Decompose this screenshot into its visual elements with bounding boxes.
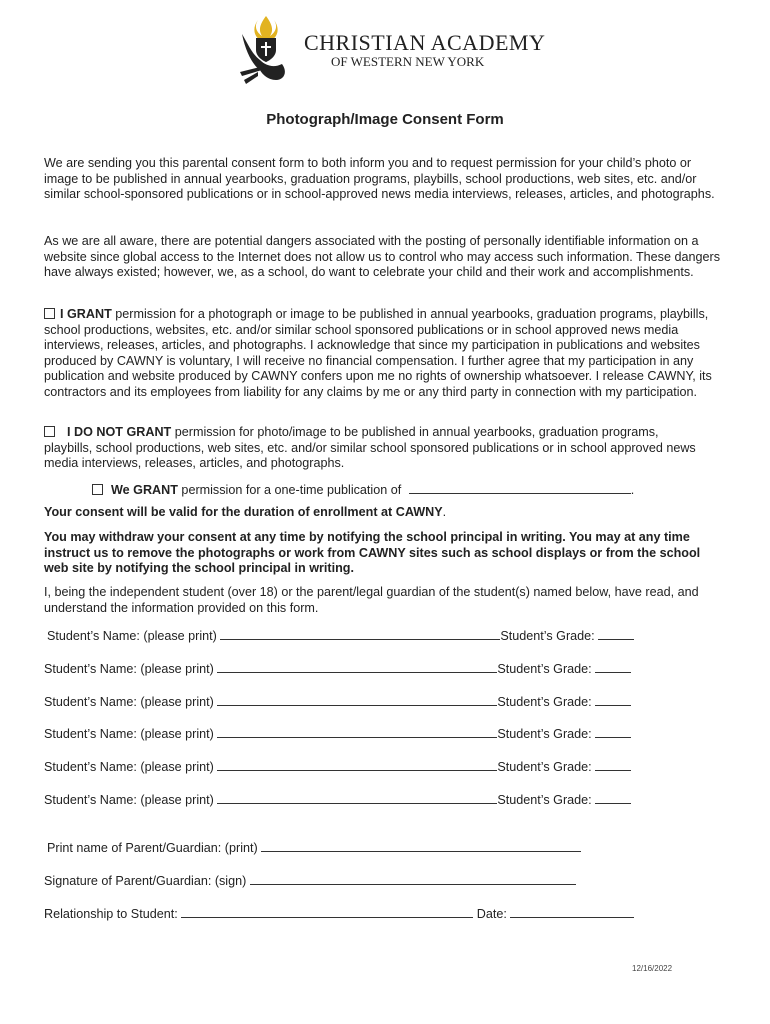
student-row-3: Student’s Name: (please print) Student’s Grade: — [44, 694, 631, 709]
withdraw-notice: You may withdraw your consent at any time by notifying the school principal in writing. You may at any time instruct us to remove the photographs or work from CAWNY sites such as school displays or from the school web site by notifying the school principal in writing. — [44, 530, 701, 576]
school-logo — [236, 14, 296, 86]
deny-option — [44, 425, 704, 472]
student-name-field[interactable] — [217, 661, 497, 673]
student-grade-field[interactable] — [595, 792, 631, 804]
eagle-shield-icon — [236, 14, 296, 86]
student-grade-field[interactable] — [595, 726, 631, 738]
student-name-field[interactable] — [217, 694, 497, 706]
relationship-field[interactable] — [181, 906, 473, 918]
student-grade-field[interactable] — [595, 759, 631, 771]
deny-label: I DO NOT GRANT — [67, 425, 172, 439]
school-region: OF WESTERN NEW YORK — [331, 54, 485, 69]
deny-checkbox[interactable] — [44, 426, 55, 437]
student-grade-field[interactable] — [595, 661, 631, 673]
onetime-option: We GRANT permission for a one-time publication of . — [92, 482, 634, 499]
onetime-checkbox[interactable] — [92, 484, 103, 495]
onetime-label: We GRANT — [111, 483, 178, 497]
student-row-2: Student’s Name: (please print) Student’s Grade: — [44, 661, 631, 676]
deny-text: permission for photo/image to be published in annual yearbooks, graduation programs, playbills, school productions, web sites, etc. and/or similar school sponsored publications or in school approved news media interviews, releases, articles, and photographs. — [44, 425, 696, 471]
student-name-field[interactable] — [217, 759, 497, 771]
declaration-text: I, being the independent student (over 18) or the parent/legal guardian of the student(s) named below, have read, and understand the information provided on this form. — [44, 585, 699, 615]
onetime-text: permission for a one-time publication of — [177, 483, 402, 497]
footer-date: 12/16/2022 — [632, 964, 673, 973]
validity-notice: Your consent will be valid for the duration of enrollment at CAWNY. — [44, 505, 447, 519]
student-row-4: Student’s Name: (please print) Student’s Grade: — [44, 726, 631, 741]
student-row-1: Student’s Name: (please print) Student’s Grade: — [47, 628, 634, 643]
grant-option — [44, 307, 726, 401]
student-row-6: Student’s Name: (please print) Student’s Grade: — [44, 792, 631, 807]
student-grade-field[interactable] — [598, 628, 634, 640]
guardian-signature-field[interactable] — [250, 873, 576, 885]
grant-checkbox[interactable] — [44, 308, 55, 319]
intro-paragraph: We are sending you this parental consent form to both inform you and to request permission for your child’s photo or image to be published in annual yearbooks, graduation programs, playbills, school productions, web sites, etc. and/or similar school-sponsored publications or in school-approved news media interviews, releases, articles, and photographs. — [44, 156, 715, 202]
student-name-field[interactable] — [220, 628, 500, 640]
school-name: CHRISTIAN ACADEMY — [304, 30, 546, 55]
student-name-field[interactable] — [217, 792, 497, 804]
relationship-row: Relationship to Student: Date: — [44, 906, 634, 921]
student-row-5: Student’s Name: (please print) Student’s Grade: — [44, 759, 631, 774]
student-name-field[interactable] — [217, 726, 497, 738]
page-title: Photograph/Image Consent Form — [266, 111, 504, 128]
guardian-print-row: Print name of Parent/Guardian: (print) — [47, 840, 581, 855]
grant-text: permission for a photograph or image to be published in annual yearbooks, graduation programs, playbills, school productions, websites, etc. and/or similar school sponsored publications or in school approved news media interviews, releases, articles, and photographs. I acknowledge that since my participation in publications and websites produced by CAWNY is voluntary, I will receive no financial compensation. I further agree that my participation in any publication and website produced by CAWNY confers upon me no rights of ownership whatsoever. I release CAWNY, its contractors and its employees from liability for any claims by me or any third party in connection with my participation. — [44, 307, 712, 399]
student-grade-field[interactable] — [595, 694, 631, 706]
guardian-name-field[interactable] — [261, 840, 581, 852]
onetime-publication-field[interactable] — [409, 482, 631, 494]
grant-label: I GRANT — [60, 307, 112, 321]
date-field[interactable] — [510, 906, 634, 918]
dangers-paragraph: As we are all aware, there are potential dangers associated with the posting of personally identifiable information on a website since global access to the Internet does not allow us to control who may access such information. These dangers have always existed; however, we, as a school, do want to celebrate your child and their work and accomplishments. — [44, 234, 720, 280]
guardian-sign-row: Signature of Parent/Guardian: (sign) — [44, 873, 576, 888]
